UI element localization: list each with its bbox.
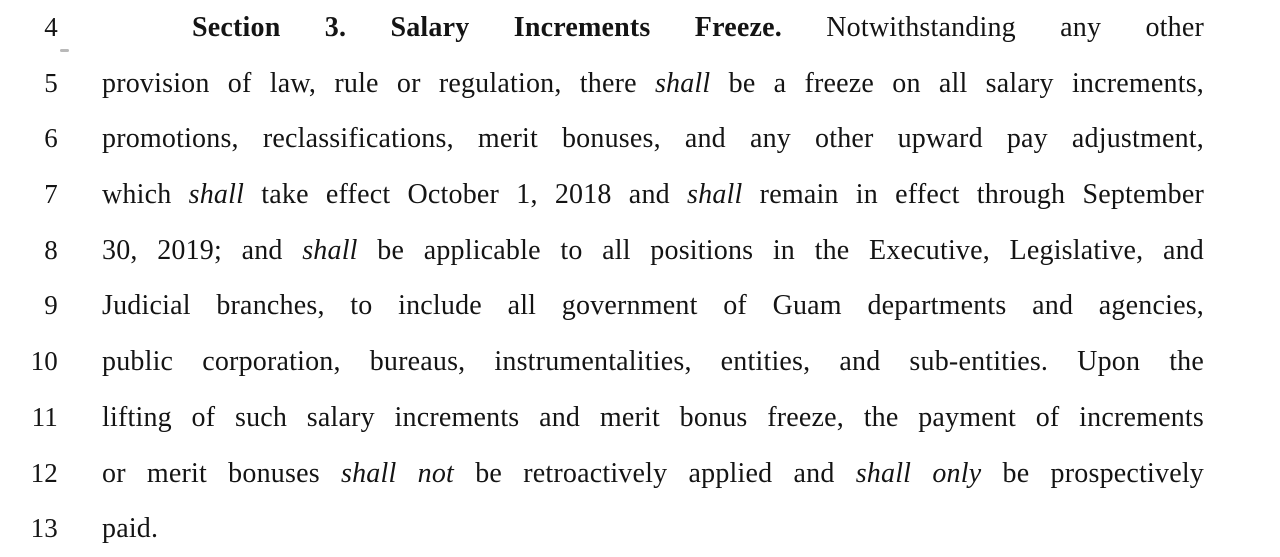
text-segment: provision of law, rule or regulation, there (102, 67, 655, 99)
line-text (102, 446, 1204, 502)
line-text (102, 334, 1204, 390)
line-number: 7 (44, 179, 58, 210)
line-text (102, 56, 1204, 112)
text-segment: 30, 2019; and (102, 234, 303, 266)
document-line (0, 223, 1204, 279)
document-line (0, 56, 1204, 112)
line-number: 11 (31, 401, 58, 432)
line-text (102, 167, 1204, 223)
text-segment: Section 3. Salary Increments Freeze. (192, 12, 782, 43)
text-segment: Notwithstanding any other (781, 12, 1204, 43)
text-segment: or merit bonuses (102, 457, 341, 489)
document-line (0, 278, 1204, 334)
text-segment: be applicable to all positions in the Executive, Legislative, and (357, 234, 1204, 266)
document-line (0, 167, 1204, 223)
line-number: 5 (44, 67, 58, 98)
line-number: 13 (30, 513, 58, 544)
line-text (102, 111, 1204, 167)
text-segment: shall (302, 234, 358, 266)
document-line (0, 334, 1204, 390)
document-line (0, 390, 1204, 446)
document-line (0, 0, 1204, 56)
line-number: 9 (44, 290, 58, 321)
line-number: 8 (44, 234, 58, 265)
line-text (102, 501, 1204, 557)
document-line (0, 111, 1204, 167)
text-segment: take effect October 1, 2018 and (244, 179, 688, 211)
text-segment: paid. (102, 513, 159, 545)
text-segment: which (102, 179, 189, 211)
text-segment: shall (654, 67, 711, 99)
line-number: 6 (44, 123, 58, 154)
text-segment: be a freeze on all salary increments, (710, 67, 1204, 99)
text-segment: lifting of such salary increments and merit bonus freeze, the payment of increments (102, 401, 1204, 433)
line-number: 4 (44, 12, 58, 42)
text-segment: public corporation, bureaus, instrumentalities, entities, and sub-entities. Upon the (102, 346, 1204, 378)
text-segment: shall not (341, 457, 455, 489)
text-segment: remain in effect through September (742, 179, 1204, 211)
line-text (102, 278, 1204, 334)
document-line (0, 446, 1204, 502)
line-text (102, 390, 1204, 446)
text-segment: be retroactively applied and (454, 457, 856, 489)
line-number: 12 (30, 457, 58, 488)
text-segment: shall (188, 179, 245, 211)
scan-artifact (60, 49, 69, 52)
line-number: 10 (30, 346, 58, 377)
text-segment: be prospectively (981, 457, 1204, 489)
text-segment: shall (687, 179, 743, 211)
document-line (0, 501, 1204, 557)
text-segment: promotions, reclassifications, merit bonuses, and any other upward pay adjustment, (102, 123, 1204, 155)
line-text (102, 0, 1204, 56)
text-segment: Judicial branches, to include all government of Guam departments and agencies, (102, 290, 1204, 322)
line-text (102, 223, 1204, 279)
text-segment: shall only (855, 457, 982, 489)
